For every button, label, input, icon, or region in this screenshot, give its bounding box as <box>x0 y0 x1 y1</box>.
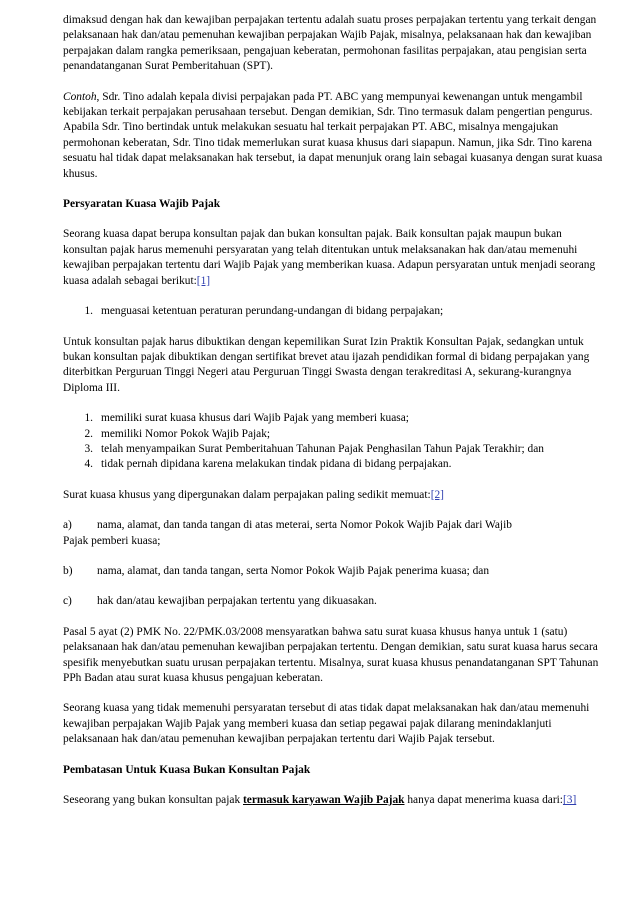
example-text: , Sdr. Tino adalah kepala divisi perpajakan pada PT. ABC yang mempunyai kewenangan untuk mengambil kebijakan terkait perpajakan perusahaan tersebut. Dengan demikian, Sdr. Tino termasuk dalam pengertian pengurus. Apabila Sdr. Tino bertindak untuk melakukan sesuatu hal terkait perpajakan PT. ABC, misalnya mengajukan permohonan keberatan, Sdr. Tino tidak memerlukan surat kuasa khusus dari siapapun. Namun, jika Sdr. Tino karena sesuatu hal tidak dapat melaksanakan hak tersebut, ia dapat menunjuk orang lain sebagai kuasanya dengan surat kuasa khusus. <box>63 90 603 180</box>
certification-paragraph: Untuk konsultan pajak harus dibuktikan dengan kepemilikan Surat Izin Praktik Konsultan Pajak, sedangkan untuk bukan konsultan pajak dibuktikan dengan sertifikat brevet atau ijazah pendidikan formal di bidang perpajakan yang diterbitkan Perguruan Tinggi Negeri atau Perguruan Tinggi Swasta dengan terakreditasi A, sekurang-kurangnya Diploma III. <box>63 335 590 394</box>
power-of-attorney-paragraph <box>63 488 603 503</box>
list-text: tidak pernah dipidana karena melakukan tindak pidana di bidang perpajakan. <box>101 458 452 471</box>
restriction-text-before: Seseorang yang bukan konsultan pajak <box>63 794 243 807</box>
list-item <box>63 442 603 457</box>
example-paragraph <box>63 90 603 182</box>
requirements-text: Seorang kuasa dapat berupa konsultan pajak dan bukan konsultan pajak. Baik konsultan pajak maupun bukan konsultan pajak harus memenuhi persyaratan yang telah ditentukan untuk melaksanakan hak dan/atau memenuhi kewajiban perpajakan tertentu dari Wajib Pajak yang memberikan kuasa. Adapun persyaratan untuk menjadi seorang kuasa adalah sebagai berikut: <box>63 228 596 287</box>
requirements-paragraph <box>63 227 603 289</box>
item-text: nama, alamat, dan tanda tangan di atas meterai, serta Nomor Pokok Wajib Pajak dari Wajib <box>97 519 512 532</box>
requirements-list <box>63 304 603 319</box>
restriction-paragraph <box>63 793 603 808</box>
list-number: 1. <box>84 412 93 425</box>
contents-item-b <box>63 564 603 579</box>
item-text: hak dan/atau kewajiban perpajakan tertentu yang dikuasakan. <box>97 595 377 608</box>
example-label: Contoh <box>63 90 97 103</box>
conditions-list <box>63 411 603 473</box>
list-item <box>63 304 603 319</box>
item-continuation: Pajak pemberi kuasa; <box>63 534 161 547</box>
power-of-attorney-text: Surat kuasa khusus yang dipergunakan dalam perpajakan paling sedikit memuat: <box>63 488 431 501</box>
list-item <box>63 427 603 442</box>
heading-pembatasan: Pembatasan Untuk Kuasa Bukan Konsultan Pajak <box>63 763 311 776</box>
footnote-link-2[interactable]: [2] <box>430 488 444 501</box>
non-compliance-paragraph: Seorang kuasa yang tidak memenuhi persyaratan tersebut di atas tidak dapat melaksanakan hak dan/atau memenuhi kewajiban perpajakan Wajib Pajak yang memberi kuasa dan setiap pegawai pajak dilarang menindaklanjuti pelaksanaan hak dan/atau pemenuhan kewajiban perpajakan tertentu dari Wajib Pajak tersebut. <box>63 702 590 746</box>
list-item <box>63 411 603 426</box>
list-text: telah menyampaikan Surat Pemberitahuan Tahunan Pajak Penghasilan Tahun Pajak Terakhir; dan <box>101 442 544 455</box>
list-number: 3. <box>84 442 93 455</box>
heading-persyaratan: Persyaratan Kuasa Wajib Pajak <box>63 198 221 211</box>
list-number: 1. <box>84 305 93 318</box>
list-item <box>63 457 603 472</box>
item-key: a) <box>63 519 72 532</box>
list-number: 4. <box>84 458 93 471</box>
employee-link[interactable]: termasuk karyawan Wajib Pajak <box>243 794 405 807</box>
restriction-text-after: hanya dapat menerima kuasa dari: <box>404 794 563 807</box>
footnote-link-1[interactable]: [1] <box>196 274 211 287</box>
item-key: c) <box>63 595 72 608</box>
contents-item-a <box>63 518 603 549</box>
list-number: 2. <box>84 427 93 440</box>
footnote-link-3[interactable]: [3] <box>562 794 577 807</box>
intro-paragraph: dimaksud dengan hak dan kewajiban perpajakan tertentu adalah suatu proses perpajakan tertentu yang terkait dengan pelaksanaan hak dan/atau pemenuhan kewajiban perpajakan Wajib Pajak, misalnya, pelaksanaan hak dan kewajiban perpajakan dalam rangka pemeriksaan, pengajuan keberatan, permohonan fasilitas perpajakan, atau pengisian serta penandatanganan Surat Pemberitahuan (SPT). <box>63 14 597 73</box>
list-text: memiliki Nomor Pokok Wajib Pajak; <box>101 427 271 440</box>
item-key: b) <box>63 564 73 577</box>
contents-item-c <box>63 594 603 609</box>
document-body <box>63 13 603 823</box>
item-text: nama, alamat, dan tanda tangan, serta Nomor Pokok Wajib Pajak penerima kuasa; dan <box>97 564 490 577</box>
pmk-paragraph: Pasal 5 ayat (2) PMK No. 22/PMK.03/2008 mensyaratkan bahwa satu surat kuasa khusus hanya untuk 1 (satu) pelaksanaan hak dan/atau pemenuhan kewajiban perpajakan tertentu. Dengan demikian, satu surat kuasa harus secara spesifik menyebutkan suatu urusan perpajakan tertentu. Misalnya, surat kuasa khusus penandatanganan SPT Tahunan PPh Badan atau surat kuasa khusus pengajuan keberatan. <box>63 625 599 684</box>
list-text: menguasai ketentuan peraturan perundang-undangan di bidang perpajakan; <box>101 305 444 318</box>
list-text: memiliki surat kuasa khusus dari Wajib Pajak yang memberi kuasa; <box>101 412 409 425</box>
